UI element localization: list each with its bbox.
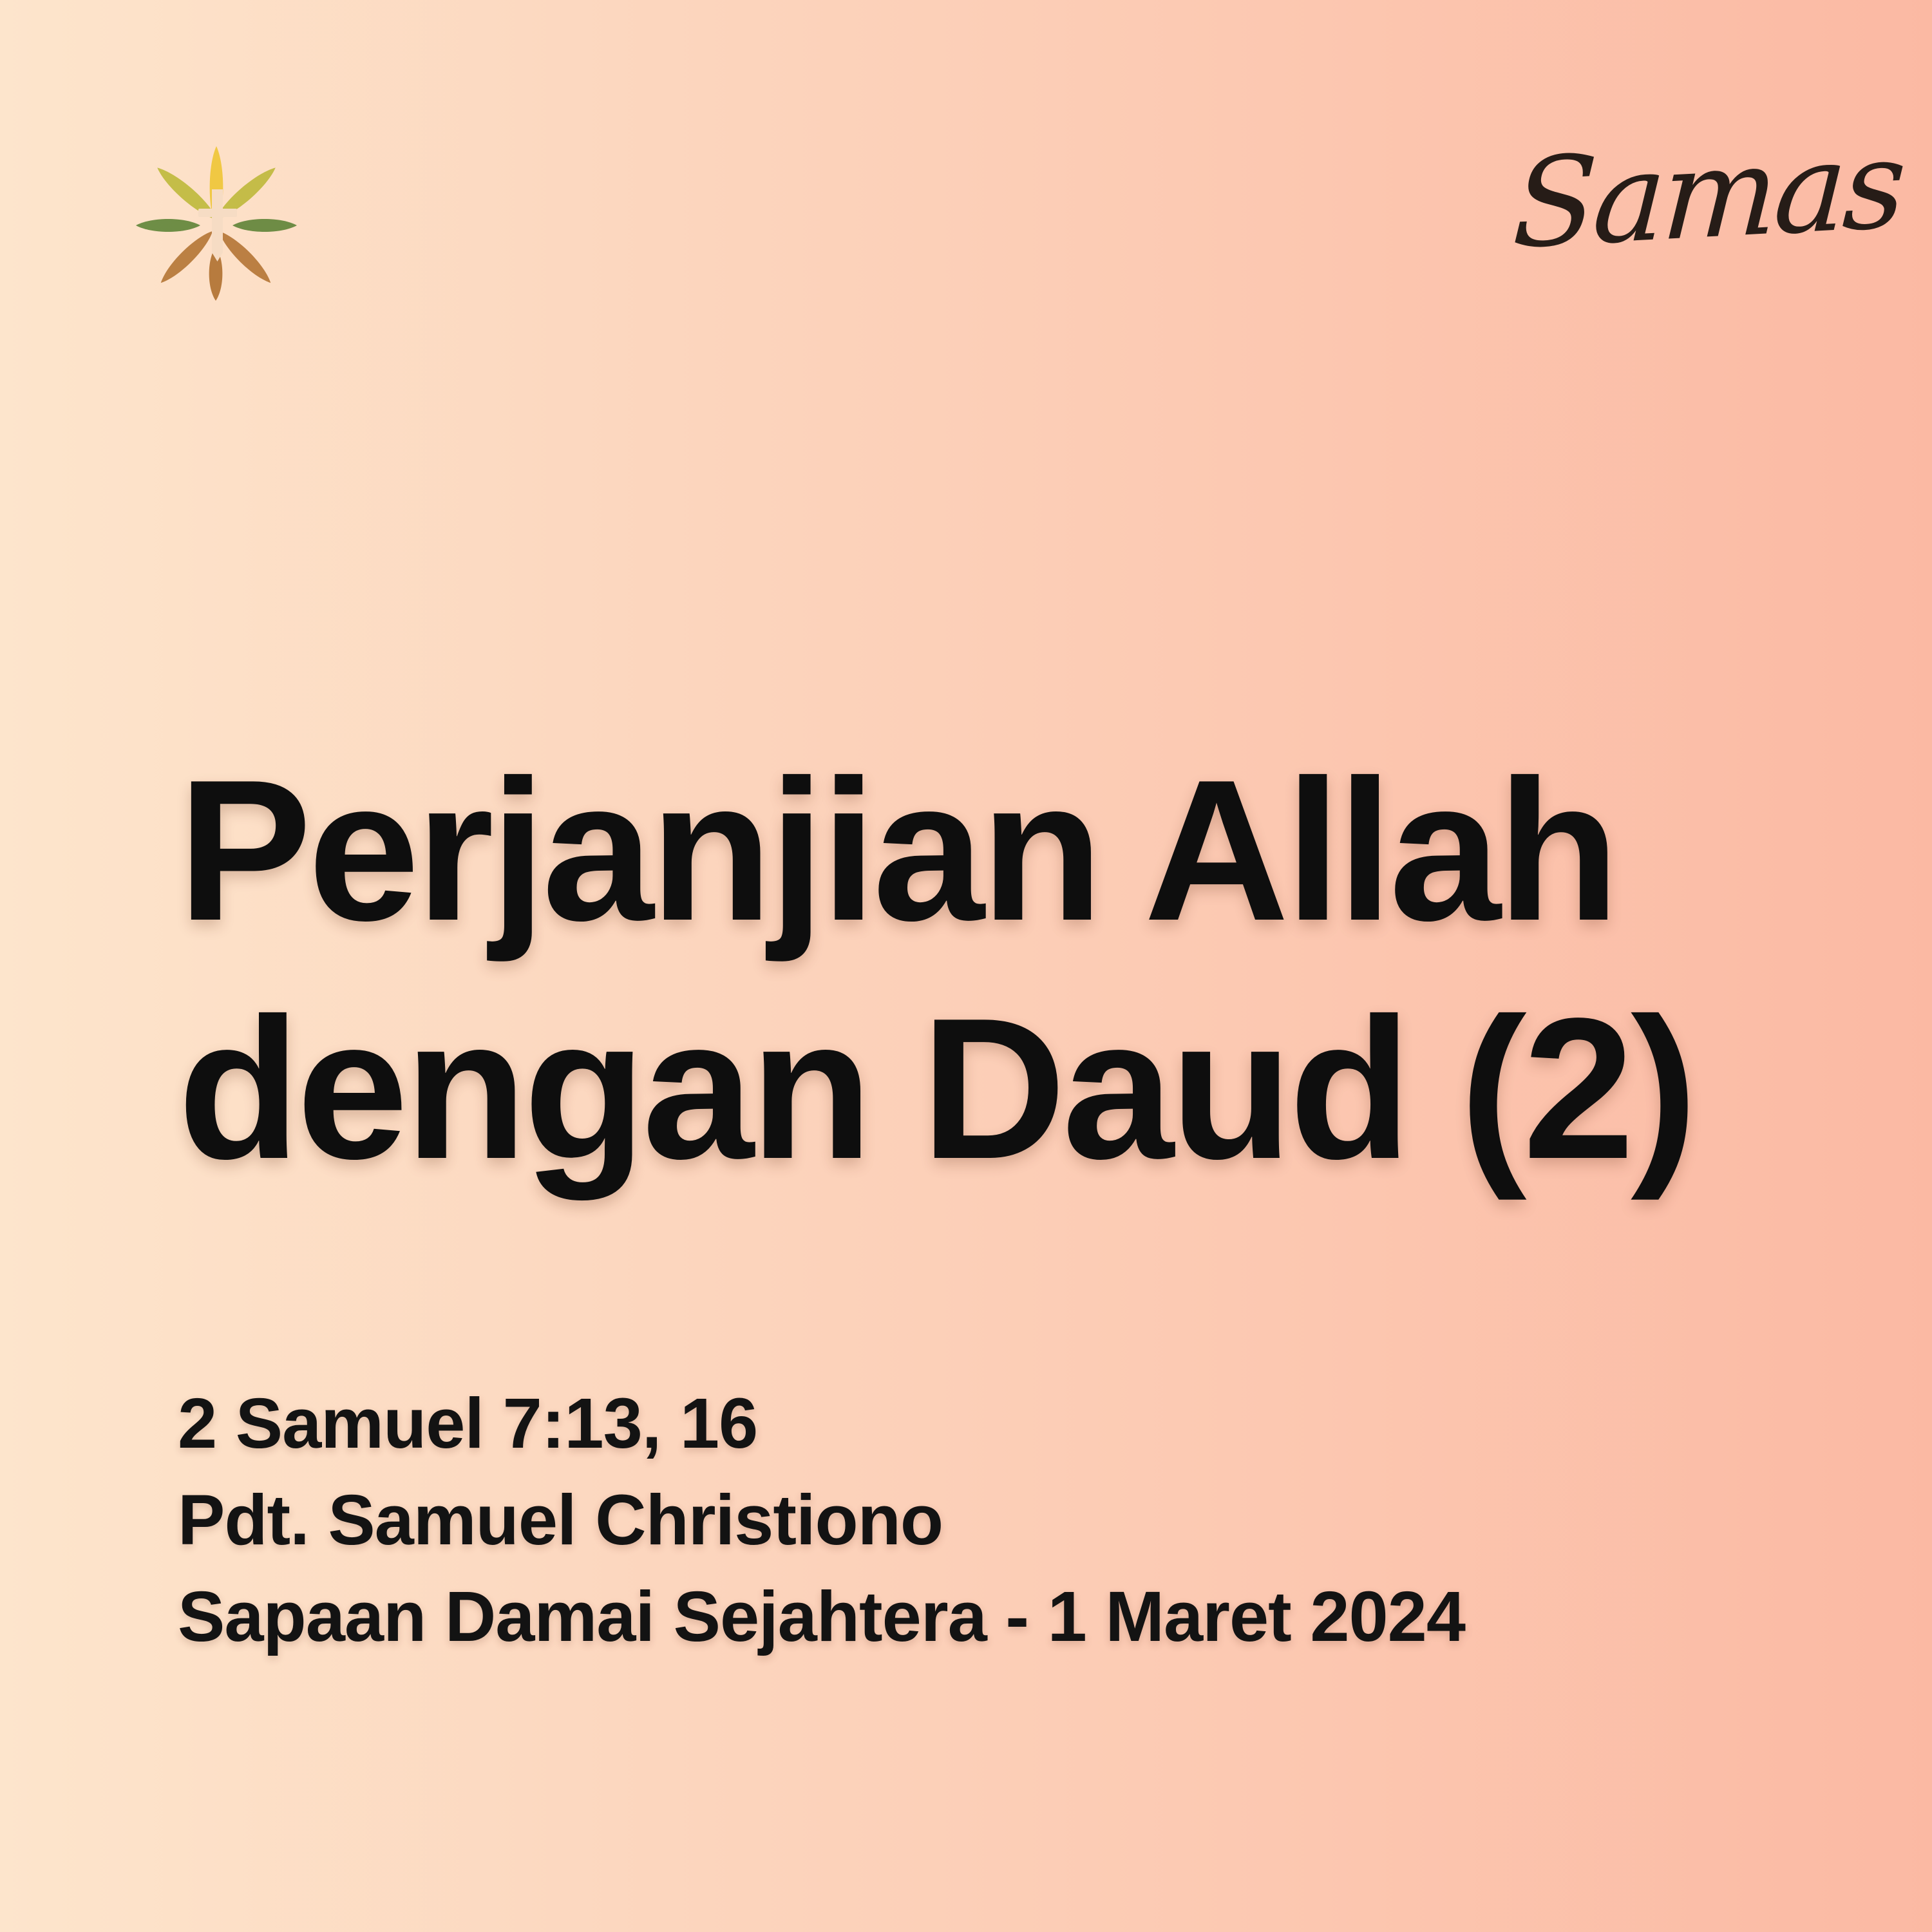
scripture-reference: 2 Samuel 7:13, 16 xyxy=(178,1384,758,1463)
flower-cross-logo-icon xyxy=(129,128,298,303)
title-line-1: Perjanjian Allah xyxy=(178,739,1616,963)
speaker-name: Pdt. Samuel Christiono xyxy=(178,1481,943,1560)
episode-details xyxy=(178,1376,1465,1665)
mid-right-leaf xyxy=(232,219,297,232)
brand-wordmark: Samas xyxy=(1510,112,1906,276)
mid-left-leaf xyxy=(136,219,200,232)
title-line-2: dengan Daud (2) xyxy=(178,977,1694,1201)
series-and-date: Sapaan Damai Sejahtera - 1 Maret 2024 xyxy=(178,1577,1466,1656)
lower-right-leaf xyxy=(214,226,275,287)
episode-title xyxy=(178,732,1826,1208)
lower-left-leaf xyxy=(156,226,217,287)
